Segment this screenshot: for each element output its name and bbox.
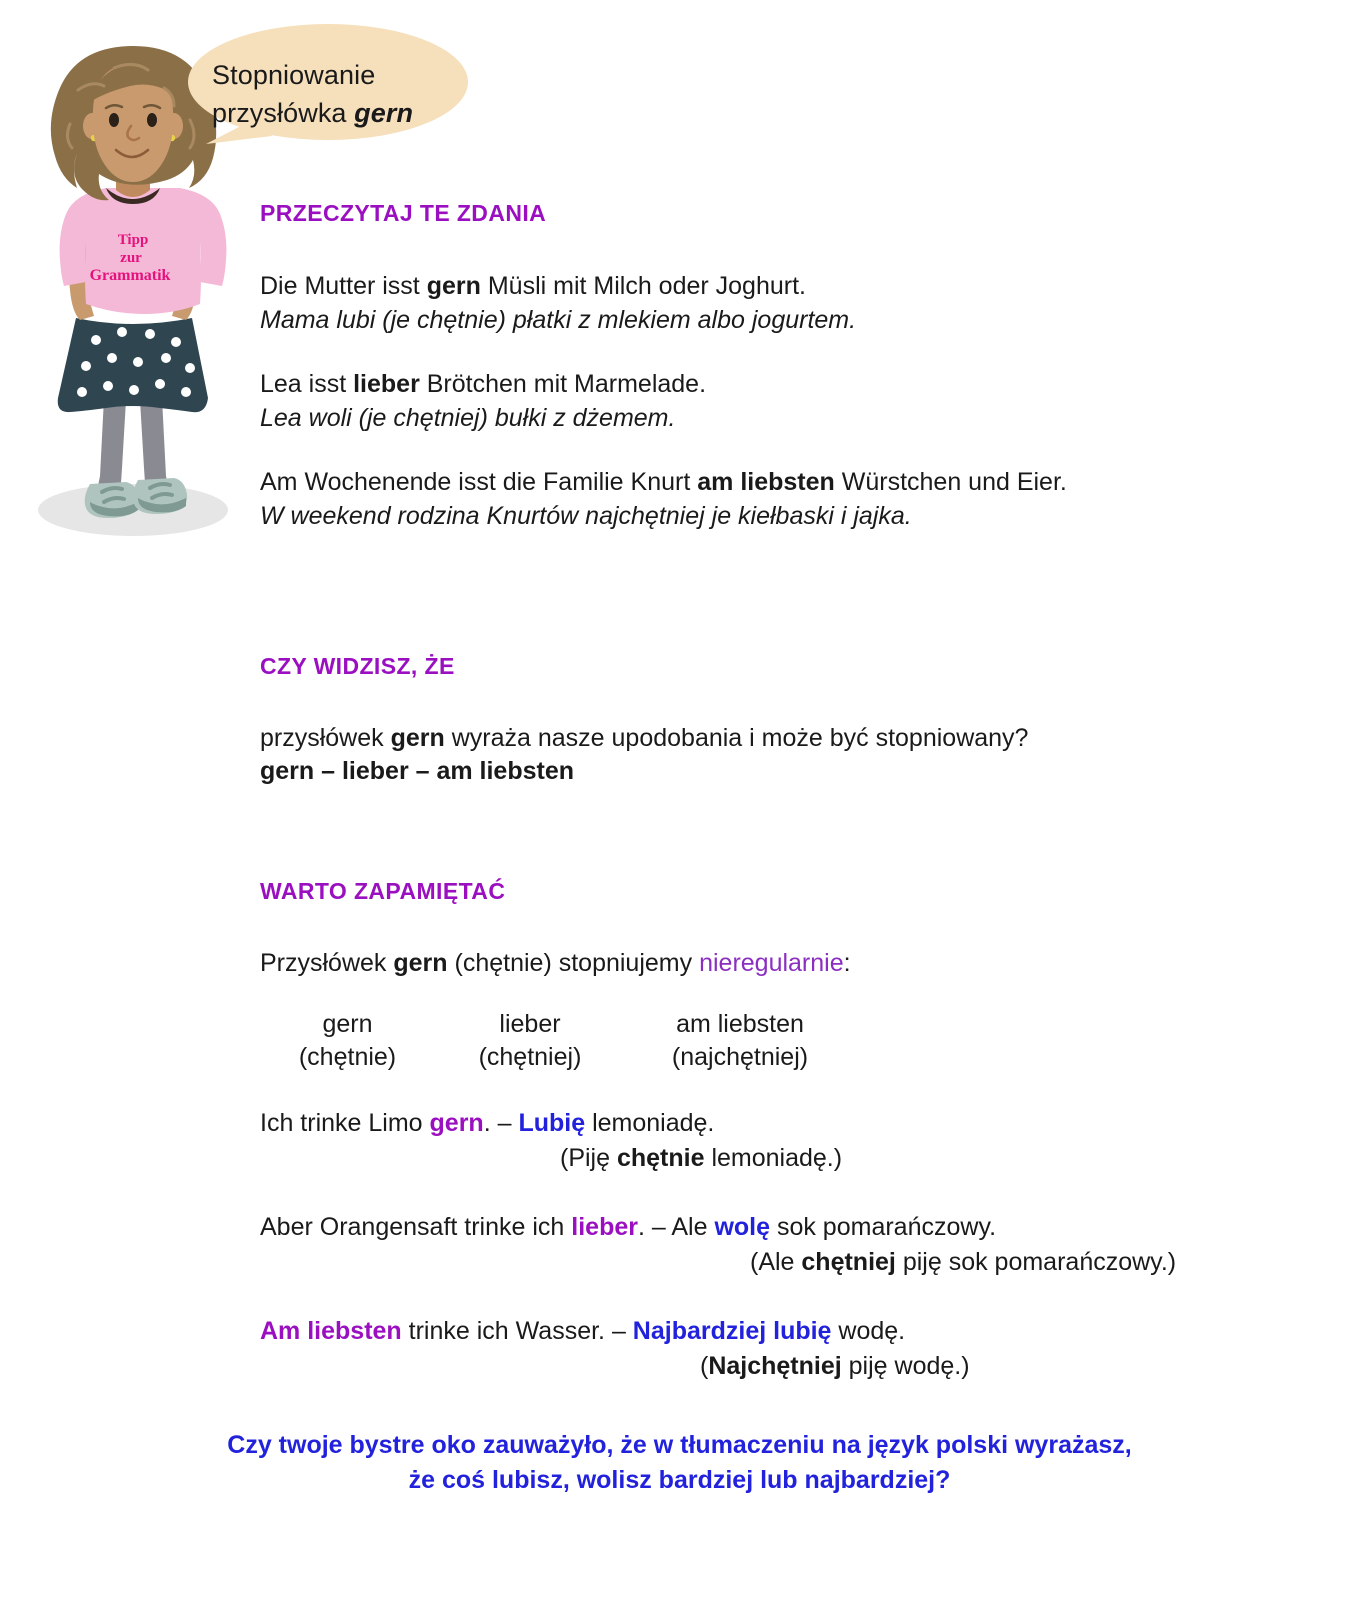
shirt-text-line2: zur [120, 250, 142, 266]
bubble-line-2 [212, 94, 458, 132]
example-2-second [260, 1245, 1330, 1280]
heading-read-sentences: PRZECZYTAJ TE ZDANIA [260, 200, 547, 226]
example-3-mid: trinke ich Wasser. – [401, 1317, 633, 1345]
example-3-main [260, 1314, 1330, 1349]
degree-column-comparative [435, 1008, 625, 1074]
degree-de-superlative: am liebsten [676, 1010, 804, 1038]
german-sentence-3 [260, 465, 1330, 499]
example-1-purple: gern [429, 1109, 484, 1137]
example-1-blue: Lubię [518, 1109, 586, 1137]
spacer [260, 905, 1330, 947]
example-2-post: sok pomarańczowy. [770, 1213, 997, 1241]
spacer [260, 680, 1330, 722]
example-2-blue: wolę [714, 1213, 771, 1241]
example-2-main [260, 1210, 1330, 1245]
german-2-pre: Lea isst [260, 370, 354, 398]
notice-1-pre: przysłówek [260, 724, 391, 752]
heading-do-you-see: CZY WIDZISZ, ŻE [260, 653, 455, 679]
remember-intro-purple: nieregularnie [699, 949, 844, 977]
degree-column-superlative [625, 1008, 855, 1074]
polish-sentence-1: Mama lubi (je chętnie) płatki z mlekiem albo jogurtem. [260, 306, 857, 334]
example-3-second [260, 1349, 1330, 1384]
example-1-second-post: lemoniadę.) [704, 1144, 843, 1172]
polish-sentence-2: Lea woli (je chętniej) bułki z dżemem. [260, 404, 676, 432]
example-3-post: wodę. [831, 1317, 906, 1345]
notice-line-2: gern – lieber – am liebsten [260, 757, 575, 785]
shirt-text-line1: Tipp [117, 232, 149, 248]
footer-line-1: Czy twoje bystre oko zauważyło, że w tłumaczeniu na język polski wyrażasz, [227, 1431, 1132, 1459]
german-1-bold: gern [426, 272, 481, 300]
example-2-second-post: piję sok pomarańczowy.) [895, 1248, 1177, 1276]
footer-question [0, 1428, 1359, 1498]
remember-intro-mid: (chętnie) stopniujemy [447, 949, 700, 977]
bubble-line-2-prefix: przysłówka [212, 98, 355, 128]
example-block-1 [260, 1106, 1330, 1176]
bubble-line-1: Stopniowanie [212, 60, 376, 90]
example-1-post: lemoniadę. [585, 1109, 715, 1137]
example-1-main [260, 1106, 1330, 1141]
degree-pl-superlative: (najchętniej) [671, 1043, 809, 1071]
example-2-second-pre: (Ale [750, 1248, 802, 1276]
example-block-3 [260, 1314, 1330, 1384]
example-3-second-bold: Najchętniej [708, 1352, 842, 1380]
degrees-table [260, 1008, 1330, 1074]
shirt-text-line3: Grammatik [89, 267, 171, 284]
left-eye [109, 113, 119, 127]
example-1-second-bold: chętnie [616, 1144, 705, 1172]
german-2-bold: lieber [353, 370, 420, 398]
example-2-purple: lieber [571, 1213, 638, 1241]
example-3-purple: Am liebsten [260, 1317, 402, 1345]
example-1-mid: . – [483, 1109, 519, 1137]
degree-pl-comparative: (chętniej) [478, 1043, 582, 1071]
polish-sentence-3: W weekend rodzina Knurtów najchętniej je kiełbaski i jajka. [260, 502, 912, 530]
degree-de-comparative: lieber [499, 1010, 561, 1038]
german-3-pre: Am Wochenende isst die Familie Knurt [260, 468, 698, 496]
german-3-post: Würstchen und Eier. [834, 468, 1067, 496]
degree-column-positive [260, 1008, 435, 1074]
german-3-bold: am liebsten [697, 468, 835, 496]
german-sentence-1 [260, 269, 1330, 303]
degree-pl-positive: (chętnie) [298, 1043, 397, 1071]
example-2-pre: Aber Orangensaft trinke ich [260, 1213, 572, 1241]
german-sentence-2 [260, 367, 1330, 401]
sentence-block-2 [260, 367, 1330, 435]
sentence-block-3 [260, 465, 1330, 533]
speech-bubble [176, 18, 476, 168]
remember-intro-bold: gern [393, 949, 448, 977]
example-1-second-pre: (Piję [560, 1144, 617, 1172]
skirt [58, 318, 208, 412]
german-2-post: Brötchen mit Marmelade. [419, 370, 707, 398]
german-1-pre: Die Mutter isst [260, 272, 427, 300]
content-column [260, 200, 1330, 1418]
bubble-line-2-emphasis: gern [354, 98, 414, 128]
notice-body [260, 722, 1330, 788]
example-1-second [260, 1141, 1330, 1176]
example-2-mid: . – Ale [637, 1213, 715, 1241]
german-1-post: Müsli mit Milch oder Joghurt. [480, 272, 806, 300]
example-3-second-post: piję wodę.) [841, 1352, 970, 1380]
heading-worth-remembering: WARTO ZAPAMIĘTAĆ [260, 878, 506, 904]
remember-intro-pre: Przysłówek [260, 949, 394, 977]
notice-1-post: wyraża nasze upodobania i może być stopniowany? [444, 724, 1029, 752]
right-eye [147, 113, 157, 127]
speech-bubble-text [212, 56, 458, 132]
example-block-2 [260, 1210, 1330, 1280]
spacer [260, 788, 1330, 878]
degree-de-positive: gern [322, 1010, 373, 1038]
notice-1-bold: gern [390, 724, 445, 752]
example-3-second-pre: ( [700, 1352, 709, 1380]
remember-intro [260, 947, 1330, 980]
spacer [260, 227, 1330, 269]
remember-intro-post: : [843, 949, 851, 977]
spacer [260, 563, 1330, 653]
sentence-block-1 [260, 269, 1330, 337]
footer-line-2: że coś lubisz, wolisz bardziej lub najbardziej? [408, 1466, 951, 1494]
example-1-pre: Ich trinke Limo [260, 1109, 430, 1137]
example-3-blue: Najbardziej lubię [632, 1317, 832, 1345]
example-2-second-bold: chętniej [801, 1248, 896, 1276]
notice-line-1 [260, 722, 1330, 755]
